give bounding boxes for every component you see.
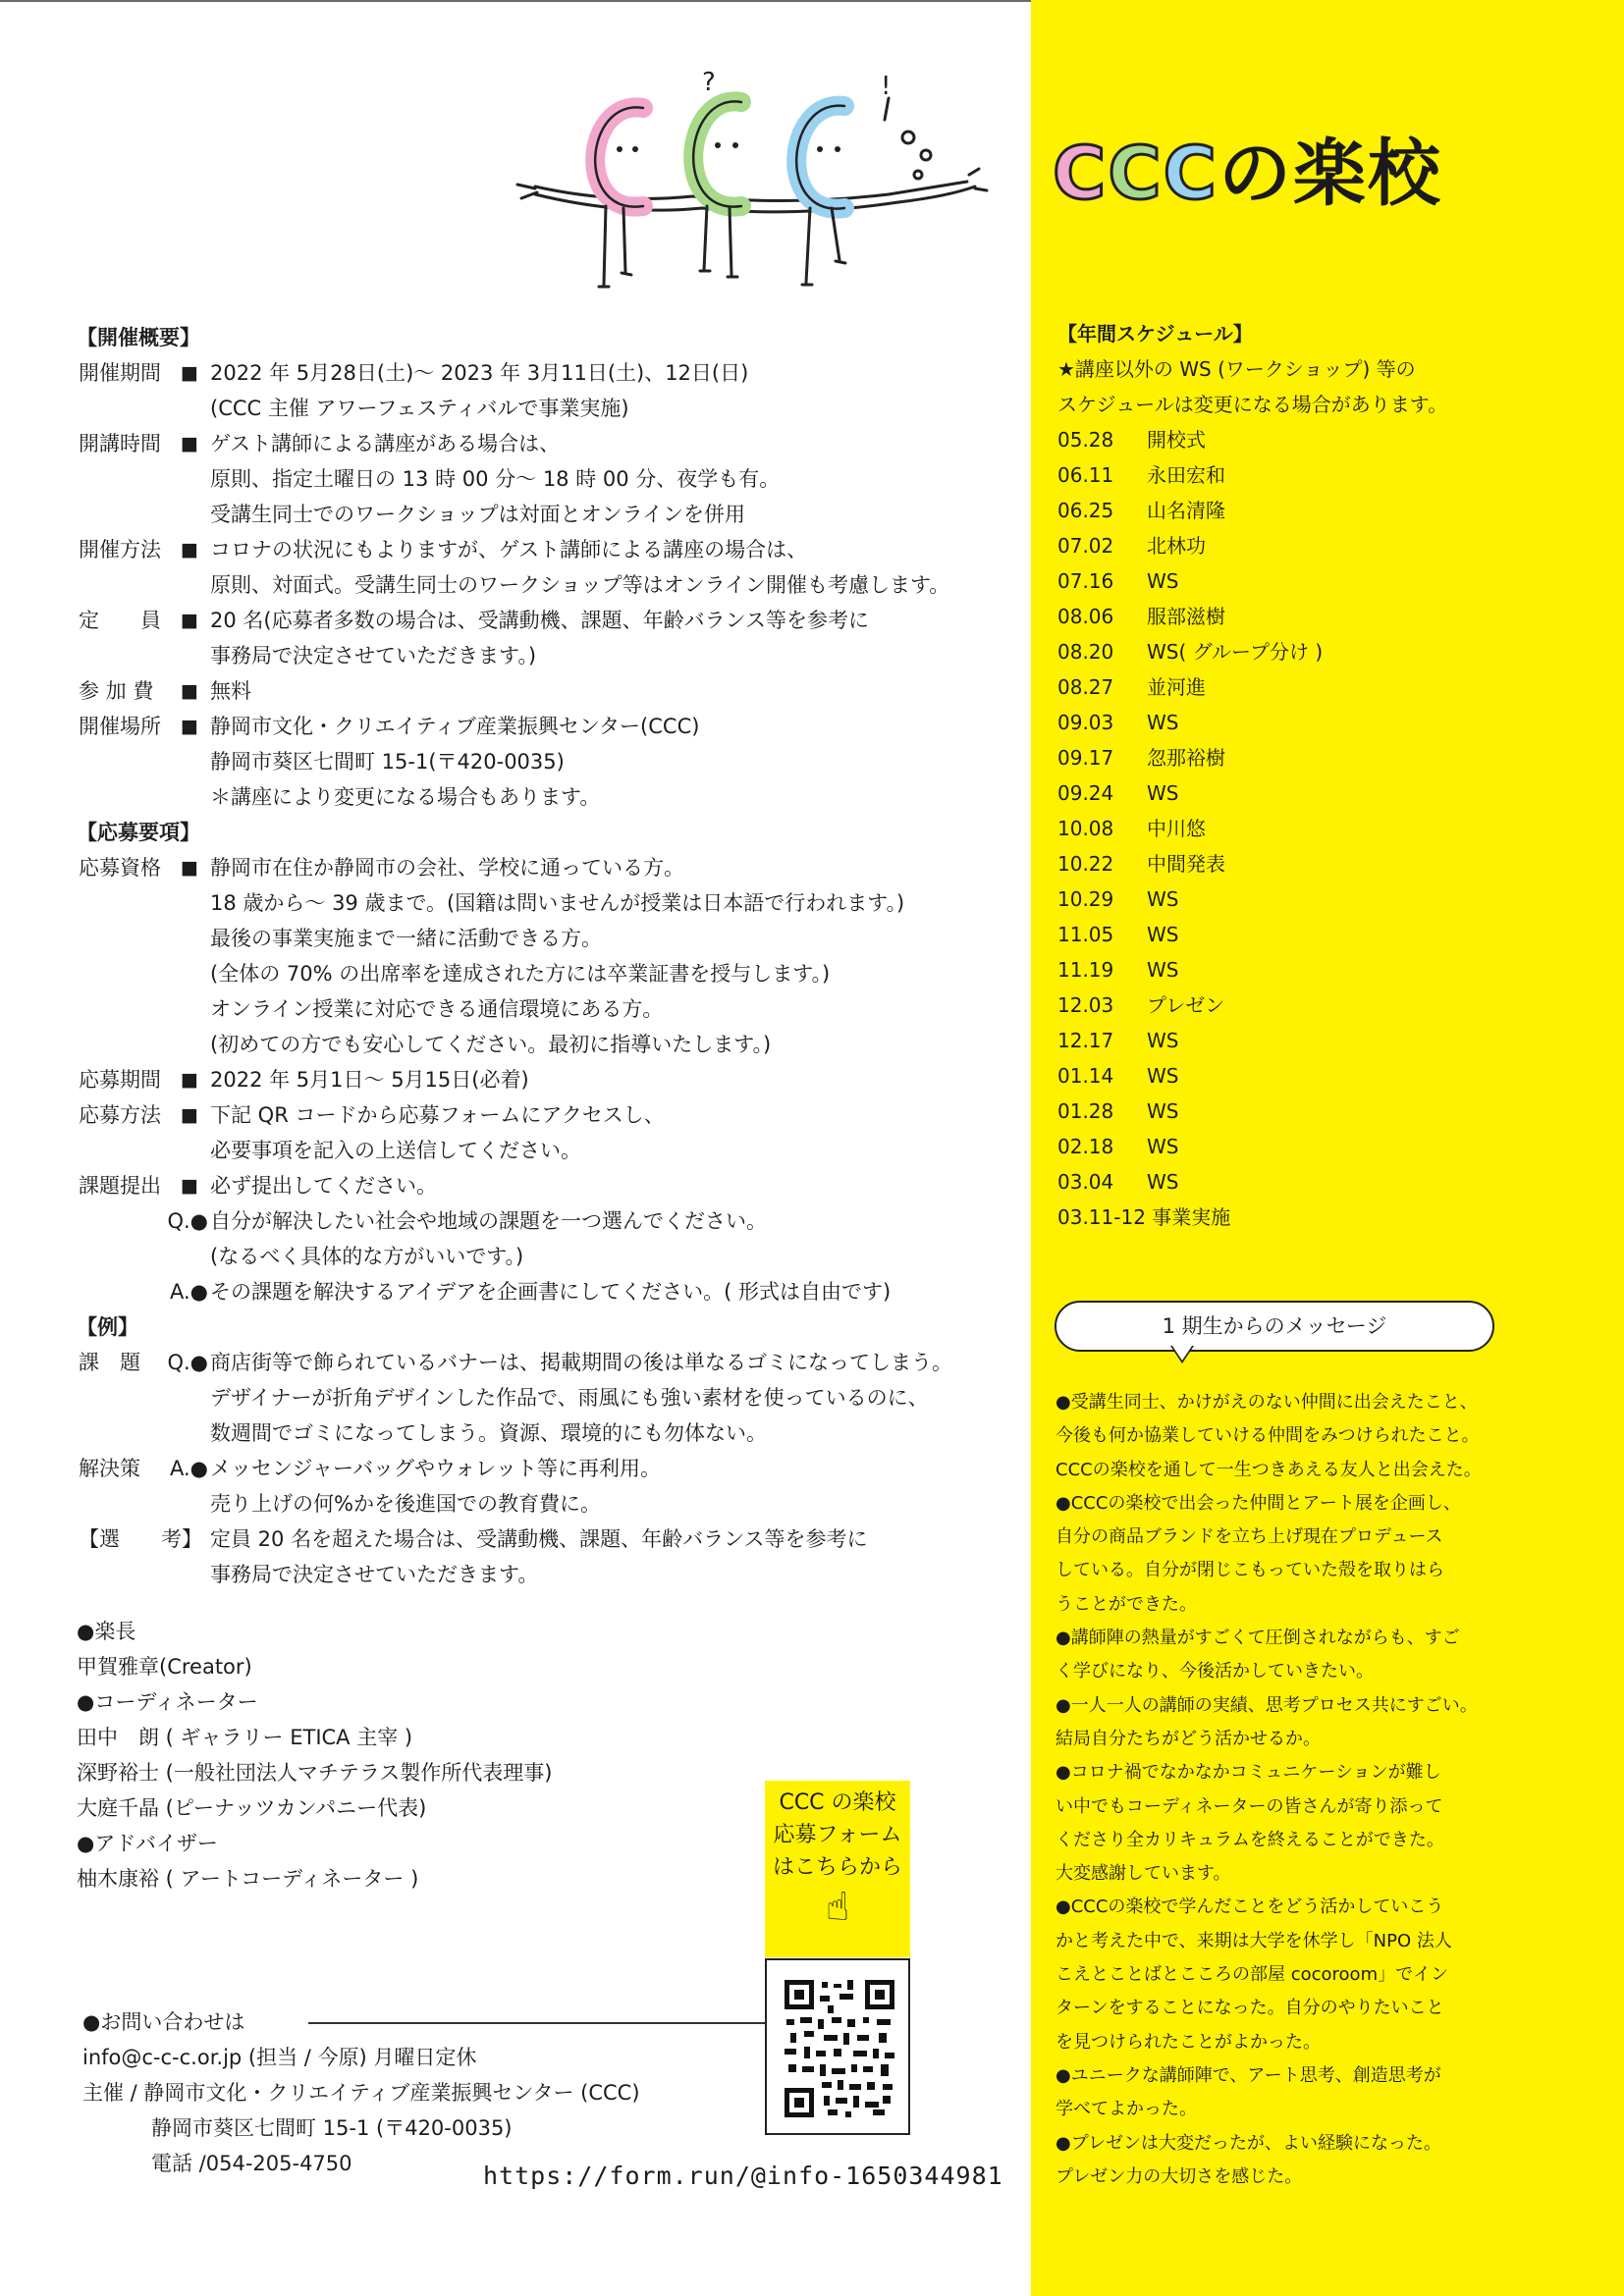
overview-row: 原則、対面式。受講生同士のワークショップ等はオンライン開催も考慮します。: [210, 573, 950, 597]
question-mark: ?: [702, 68, 716, 97]
schedule-note: ★講座以外の WS (ワークショップ) 等の: [1057, 357, 1416, 381]
message-line: 自分の商品ブランドを立ち上げ現在プロデュース: [1056, 1526, 1443, 1548]
message-line: している。自分が閉じこもっていた殻を取りはら: [1056, 1560, 1444, 1581]
pointing-finger-icon: ☝: [825, 1885, 850, 1930]
contact-rule: [308, 2022, 770, 2024]
message-line: 結局自分たちがどう活かせるか。: [1056, 1728, 1321, 1749]
schedule-item: 10.08 中川悠: [1057, 817, 1206, 840]
ccc-characters-logo: [496, 59, 1006, 314]
message-line: くださり全カリキュラムを終えることができた。: [1056, 1829, 1444, 1850]
example-row: デザイナーが折角デザインした作品で、雨風にも強い素材を使っているのに、: [210, 1386, 929, 1410]
message-line: 学べてよかった。: [1056, 2099, 1197, 2120]
schedule-item: 09.24 WS: [1057, 781, 1179, 805]
example-row: 売り上げの何%かを後進国での教育費に。: [210, 1492, 601, 1516]
message-line: うことができた。: [1056, 1593, 1197, 1615]
contact-heading: ●お問い合わせは: [82, 2010, 245, 2034]
message-line: ●ユニークな講師陣で、アート思考、創造思考が: [1056, 2064, 1441, 2086]
message-line: かと考えた中で、来期は大学を休学し「NPO 法人: [1056, 1930, 1452, 1951]
example-row: 解決策 A.● メッセンジャーバッグやウォレット等に再利用。: [79, 1457, 661, 1480]
staff-title-coordinator: ●コーディネーター: [77, 1690, 258, 1714]
ccc-characters-illustration: [496, 59, 1006, 314]
schedule-item: 09.17 忽那裕樹: [1057, 746, 1225, 770]
qr-code-icon: [785, 1980, 894, 2117]
schedule-item: 12.17 WS: [1057, 1029, 1179, 1052]
title-letter-c-blue: C: [1163, 132, 1218, 216]
application-row: 応募方法 ■ 下記 QR コードから応募フォームにアクセスし、: [79, 1103, 665, 1127]
application-row: 最後の事業実施まで一緒に活動できる方。: [210, 927, 602, 950]
schedule-item: 01.14 WS: [1057, 1064, 1179, 1088]
message-line: ターンをすることになった。自分のやりたいこと: [1056, 1998, 1444, 2019]
contact-email[interactable]: info@c-c-c.or.jp (担当 / 今原) 月曜日定休: [82, 2046, 477, 2069]
schedule-item: 08.06 服部滋樹: [1057, 605, 1225, 628]
overview-row: 開催期間 ■ 2022 年 5月28日(土)～ 2023 年 3月11日(土)、12日(日): [79, 361, 749, 385]
schedule-item: 10.29 WS: [1057, 887, 1179, 911]
schedule-item: 06.11 永田宏和: [1057, 463, 1225, 487]
overview-row: ＊講座により変更になる場合もあります。: [210, 785, 601, 809]
schedule-note: スケジュールは変更になる場合があります。: [1057, 393, 1448, 416]
message-line: 今後も何か協業していける仲間をみつけられたこと。: [1056, 1425, 1480, 1447]
schedule-item: 09.03 WS: [1057, 711, 1179, 734]
message-line: ●一人一人の講師の実績、思考プロセス共にすごい。: [1056, 1694, 1478, 1716]
application-row: 必要事項を記入の上送信してください。: [210, 1139, 581, 1162]
qr-code[interactable]: [765, 1958, 910, 2135]
overview-row: (CCC 主催 アワーフェスティバルで事業実施): [210, 397, 629, 420]
contact-block: [82, 2004, 640, 2181]
application-row: Q.● 自分が解決したい社会や地域の課題を一つ選んでください。: [167, 1209, 767, 1233]
overview-row: 事務局で決定させていただきます。): [210, 644, 537, 667]
staff-line: 大庭千晶 (ピーナッツカンパニー代表): [77, 1796, 427, 1820]
application-heading: 【応募要項】: [77, 821, 200, 844]
message-line: く学びになり、今後活かしていきたい。: [1056, 1661, 1374, 1682]
form-callout-line: CCC の楽校: [779, 1790, 896, 1815]
message-line: ●コロナ禍でなかなかコミュニケーションが難し: [1056, 1762, 1441, 1784]
overview-heading: 【開催概要】: [77, 326, 200, 349]
overview-row: 参 加 費 ■ 無料: [79, 679, 251, 703]
schedule-item: 07.16 WS: [1057, 569, 1179, 593]
staff-line: 柚木康裕 ( アートコーディネーター ): [77, 1867, 419, 1891]
schedule-item: 07.02 北林功: [1057, 534, 1206, 558]
schedule-item: 11.05 WS: [1057, 923, 1179, 946]
application-row: (なるべく具体的な方がいいです。): [210, 1245, 524, 1268]
form-callout-line: はこちらから: [772, 1855, 902, 1880]
overview-row: 静岡市葵区七間町 15-1(〒420-0035): [210, 750, 565, 774]
contact-host: 主催 / 静岡市文化・クリエイティブ産業振興センター (CCC): [82, 2081, 640, 2105]
application-row: 応募資格 ■ 静岡市在住か静岡市の会社、学校に通っている方。: [79, 856, 684, 880]
schedule-item: 12.03 プレゼン: [1057, 993, 1225, 1017]
page-title: [1053, 116, 1442, 220]
application-row: A.● その課題を解決するアイデアを企画書にしてください。( 形式は自由です): [170, 1280, 892, 1304]
staff-line: 甲賀雅章(Creator): [77, 1655, 252, 1679]
staff-title-rakucho: ●楽長: [77, 1620, 136, 1643]
schedule-item: 11.19 WS: [1057, 958, 1179, 982]
messages-heading-bubble: 1 期生からのメッセージ: [1055, 1301, 1494, 1352]
application-row: 応募期間 ■ 2022 年 5月1日～ 5月15日(必着): [79, 1068, 529, 1092]
message-line: い中でもコーディネーターの皆さんが寄り添って: [1056, 1795, 1443, 1817]
title-letter-c-green: C: [1108, 132, 1164, 216]
contact-phone: 電話 /054-205-4750: [151, 2152, 352, 2175]
bubble-tail-inner: [1172, 1346, 1192, 1361]
example-row: 数週間でゴミになってしまう。資源、環境的にも勿体ない。: [210, 1421, 767, 1445]
schedule-item: 05.28 開校式: [1057, 428, 1206, 452]
message-line: ●CCCの楽校で学んだことをどう活かしていこう: [1056, 1896, 1444, 1918]
schedule-item: 08.27 並河進: [1057, 675, 1206, 699]
contact-address: 静岡市葵区七間町 15-1 (〒420-0035): [151, 2116, 513, 2140]
annual-schedule: [1057, 316, 1607, 1235]
message-line: こえとことばとこころの部屋 cocoroom」でイン: [1056, 1964, 1449, 1986]
application-form-callout: [765, 1781, 910, 1957]
message-line: ●プレゼンは大変だったが、よい経験になった。: [1056, 2132, 1441, 2154]
message-line: を見つけられたことがよかった。: [1056, 2031, 1321, 2053]
schedule-item: 02.18 WS: [1057, 1135, 1179, 1158]
staff-line: 深野裕士 (一般社団法人マチテラス製作所代表理事): [77, 1761, 553, 1785]
application-row: (全体の 70% の出席率を達成された方には卒業証書を授与します。): [210, 962, 831, 986]
schedule-item-last: 03.11-12 事業実施: [1057, 1205, 1231, 1229]
message-line: 大変感謝しています。: [1056, 1863, 1231, 1885]
message-line: ●CCCの楽校で出会った仲間とアート展を企画し、: [1056, 1492, 1461, 1514]
example-row: 事務局で決定させていただきます。: [210, 1563, 539, 1586]
schedule-heading: 【年間スケジュール】: [1057, 322, 1253, 346]
overview-row: 定 員 ■ 20 名(応募者多数の場合は、受講動機、課題、年齢バランス等を参考に: [79, 609, 869, 632]
overview-row: 受講生同士でのワークショップは対面とオンラインを併用: [210, 503, 745, 526]
schedule-item: 08.20 WS( グループ分け ): [1057, 640, 1324, 664]
application-row: (初めての方でも安心してください。最初に指導いたします。): [210, 1033, 772, 1056]
staff-title-advisor: ●アドバイザー: [77, 1832, 218, 1855]
application-row: オンライン授業に対応できる通信環境にある方。: [210, 997, 664, 1021]
example-row: 課 題 Q.● 商店街等で飾られているバナーは、掲載期間の後は単なるゴミになってしまう。: [79, 1351, 952, 1374]
overview-row: 原則、指定土曜日の 13 時 00 分～ 18 時 00 分、夜学も有。: [210, 467, 781, 491]
staff-line: 田中 朗 ( ギャラリー ETICA 主宰 ): [77, 1726, 413, 1749]
exclamation-mark: !: [881, 72, 892, 101]
message-line: ●講師陣の熱量がすごくて圧倒されながらも、すご: [1056, 1628, 1460, 1649]
example-heading: 【例】: [77, 1315, 138, 1339]
form-url-link[interactable]: https://form.run/@info-1650344981: [483, 2162, 1003, 2190]
schedule-item: 10.22 中間発表: [1057, 852, 1225, 876]
application-row: 18 歳から～ 39 歳まで。(国籍は問いませんが授業は日本語で行われます。): [210, 891, 905, 915]
schedule-item: 06.25 山名清隆: [1057, 499, 1225, 522]
application-row: 課題提出 ■ 必ず提出してください。: [79, 1174, 437, 1198]
schedule-item: 03.04 WS: [1057, 1170, 1179, 1194]
title-letter-c-pink: C: [1053, 132, 1109, 216]
overview-row: 開講時間 ■ ゲスト講師による講座がある場合は、: [79, 432, 561, 455]
overview-row: 開催方法 ■ コロナの状況にもよりますが、ゲスト講師による講座の場合は、: [79, 538, 808, 561]
example-row: 【選 考】 定員 20 名を超えた場合は、受講動機、課題、年齢バランス等を参考に: [79, 1527, 868, 1551]
title-text: の楽校: [1218, 132, 1442, 216]
schedule-item: 01.28 WS: [1057, 1099, 1179, 1123]
message-line: CCCの楽校を通して一生つきあえる友人と出会えた。: [1056, 1459, 1482, 1480]
left-column: [77, 320, 1019, 1896]
form-callout-line: 応募フォーム: [773, 1823, 902, 1847]
message-line: プレゼン力の大切さを感じた。: [1056, 2165, 1303, 2187]
graduate-messages: [1056, 1386, 1605, 2194]
overview-row: 開催場所 ■ 静岡市文化・クリエイティブ産業振興センター(CCC): [79, 715, 700, 738]
message-line: ●受講生同士、かけがえのない仲間に出会えたこと、: [1056, 1392, 1478, 1413]
